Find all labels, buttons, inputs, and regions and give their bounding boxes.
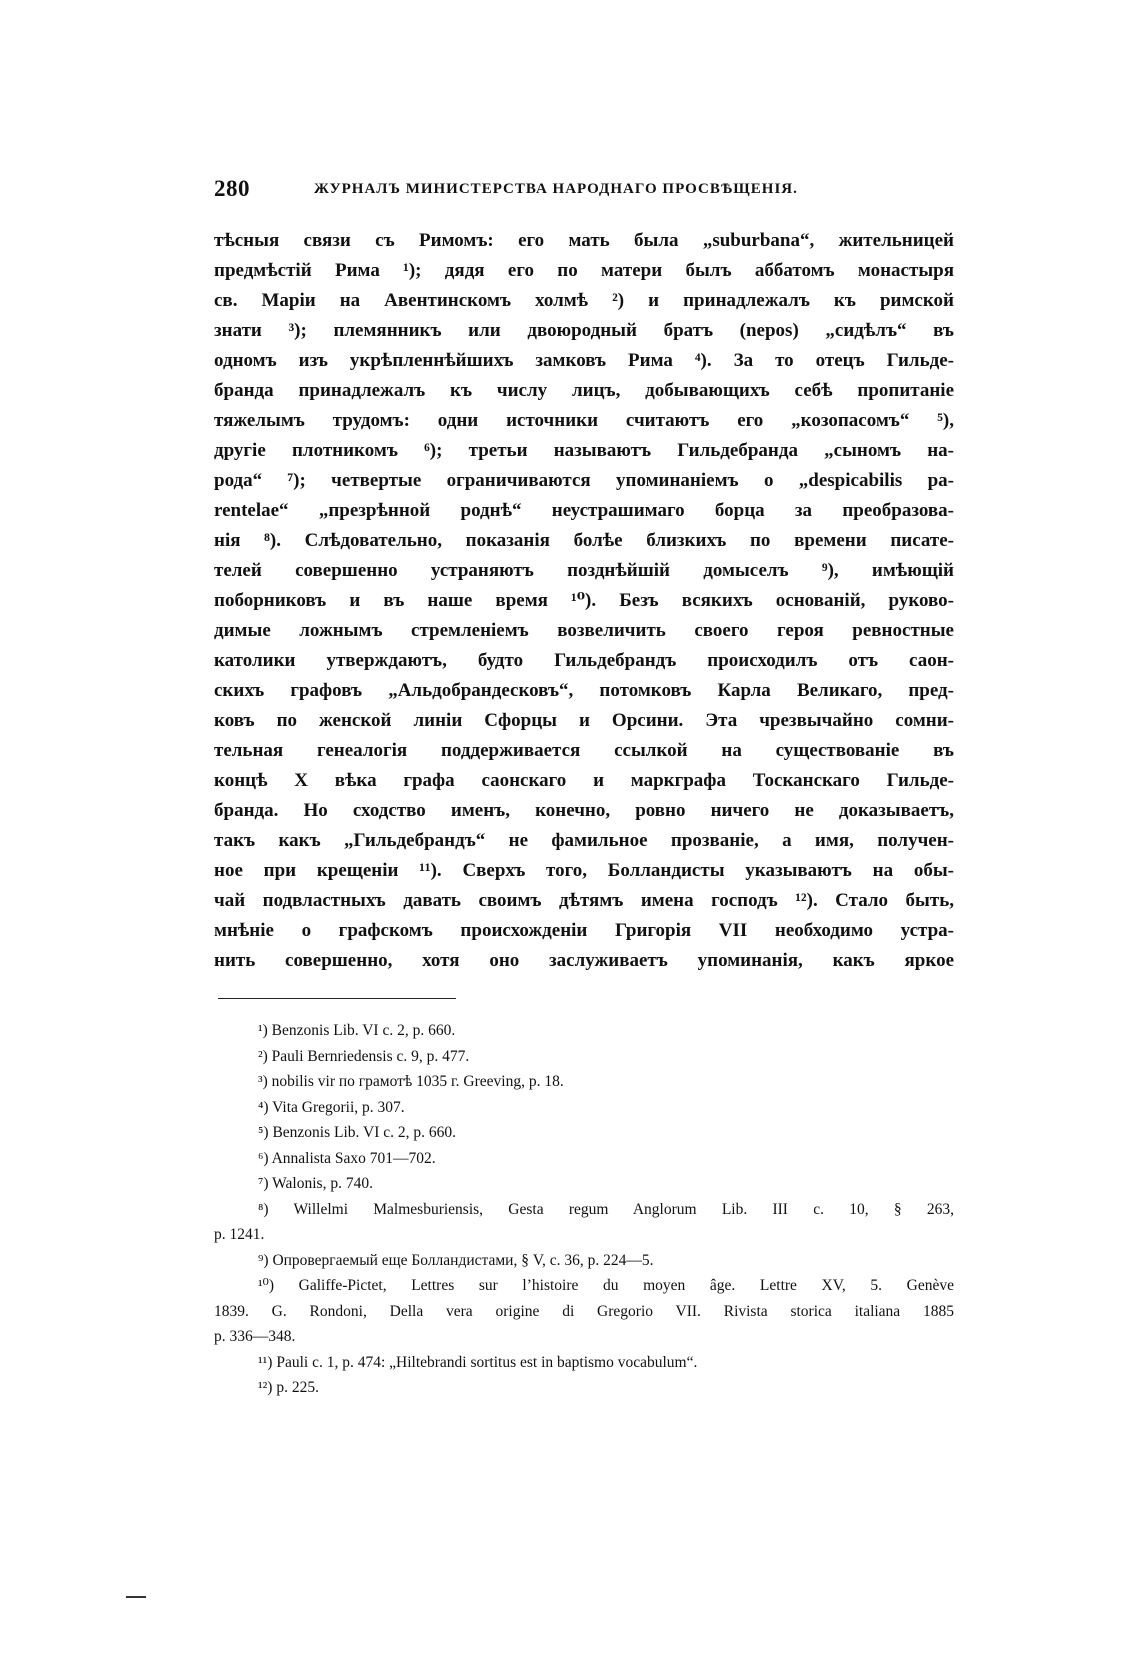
footnote: ⁹) Опровергаемый еще Болландистами, § V, c. 36, p. 224—5. <box>258 1251 654 1269</box>
footnote: ⁶) Annalista Saxo 701—702. <box>258 1149 436 1167</box>
page-number: 280 <box>214 176 250 201</box>
footnote: ¹²) p. 225. <box>258 1379 319 1396</box>
text-line: тяжелымъ трудомъ: одни источники считаютъ его „козопасомъ“ ⁵), <box>214 410 954 431</box>
text-line: одномъ изъ укрѣпленнѣйшихъ замковъ Рима ⁴). За то отецъ Гильде- <box>214 350 954 371</box>
footnote-continuation: 1839. G. Rondoni, Della vera origine di Gregorio VII. Rivista storica italiana 1885 <box>214 1302 954 1320</box>
page-header <box>214 176 954 210</box>
text-line: поборниковъ и въ наше время ¹⁰). Безъ всякихъ основаній, руково- <box>214 590 954 611</box>
text-line: чай подвластныхъ давать своимъ дѣтямъ имена господъ ¹²). Стало быть, <box>214 890 954 911</box>
text-line: мнѣніе о графскомъ происхожденіи Григорія VII необходимо устра- <box>214 920 954 941</box>
text-line: ковъ по женской линіи Сфорцы и Орсини. Эта чрезвычайно сомни- <box>214 710 954 731</box>
text-line: концѣ X вѣка графа саонскаго и маркграфа Тосканскаго Гильде- <box>214 770 954 791</box>
running-title: ЖУРНАЛЪ МИНИСТЕРСТВА НАРОДНАГО ПРОСВѢЩЕНІЯ. <box>314 181 798 197</box>
text-line: телей совершенно устраняютъ позднѣйшій домыселъ ⁹), имѣющій <box>214 560 954 581</box>
text-line: такъ какъ „Гильдебрандъ“ не фамильное прозваніе, а имя, получен- <box>214 830 954 851</box>
text-line: тѣсныя связи съ Римомъ: его мать была „suburbana“, жительницей <box>214 230 954 251</box>
text-line: скихъ графовъ „Альдобрандесковъ“, потомковъ Карла Великаго, пред- <box>214 680 954 701</box>
footnote: ¹⁰) Galiffe-Pictet, Lettres sur l’histoire du moyen âge. Lettre XV, 5. Genève <box>258 1277 954 1294</box>
text-line: предмѣстій Рима ¹); дядя его по матери былъ аббатомъ монастыря <box>214 260 954 281</box>
text-line: rentelae“ „презрѣнной роднѣ“ неустрашимаго борца за преобразова- <box>214 500 954 521</box>
footnote: ²) Pauli Bernriedensis c. 9, p. 477. <box>258 1047 470 1065</box>
text-line: бранда. Но сходство именъ, конечно, ровно ничего не доказываетъ, <box>214 800 954 821</box>
margin-mark <box>126 1596 146 1598</box>
text-line: другіе плотникомъ ⁶); третьи называютъ Гильдебранда „сыномъ на- <box>214 440 954 461</box>
footnote: ⁸) Willelmi Malmesburiensis, Gesta regum Anglorum Lib. III c. 10, § 263, <box>258 1200 954 1218</box>
footnotes <box>214 1018 954 1401</box>
text-line: ное при крещеніи ¹¹). Сверхъ того, Болландисты указываютъ на обы- <box>214 860 954 881</box>
footnote: ⁴) Vita Gregorii, p. 307. <box>258 1098 405 1116</box>
text-line: димые ложнымъ стремленіемъ возвеличить своего героя ревностные <box>214 620 954 641</box>
text-line: тельная генеалогія поддерживается ссылкой на существованіе въ <box>214 740 954 761</box>
footnote: ¹) Benzonis Lib. VI c. 2, p. 660. <box>258 1022 456 1039</box>
footnote-continuation: p. 1241. <box>214 1226 265 1243</box>
text-line: нить совершенно, хотя оно заслуживаетъ упоминанія, какъ яркое <box>214 950 954 971</box>
text-line: нія ⁸). Слѣдовательно, показанія болѣе близкихъ по времени писате- <box>214 530 954 551</box>
footnote: ¹¹) Pauli c. 1, p. 474: „Hiltebrandi sortitus est in baptismo vocabulum“. <box>258 1353 698 1371</box>
main-text <box>214 226 954 976</box>
footnote: ⁷) Walonis, p. 740. <box>258 1175 373 1192</box>
footnote-separator <box>218 998 456 999</box>
footnote-continuation: p. 336—348. <box>214 1328 296 1345</box>
footnote: ⁵) Benzonis Lib. VI c. 2, p. 660. <box>258 1124 456 1141</box>
text-line: св. Маріи на Авентинскомъ холмѣ ²) и принадлежалъ къ римской <box>214 290 954 311</box>
text-line: католики утверждаютъ, будто Гильдебрандъ происходилъ отъ саон- <box>214 650 954 671</box>
text-line: рода“ ⁷); четвертые ограничиваются упоминаніемъ о „despicabilis pa- <box>214 470 954 491</box>
text-line: знати ³); племянникъ или двоюродный братъ (nepos) „сидѣлъ“ въ <box>214 320 954 341</box>
footnote: ³) nobilis vir по грамотѣ 1035 г. Greeving, p. 18. <box>258 1073 564 1090</box>
text-line: бранда принадлежалъ къ числу лицъ, добывающихъ себѣ пропитаніе <box>214 380 954 401</box>
